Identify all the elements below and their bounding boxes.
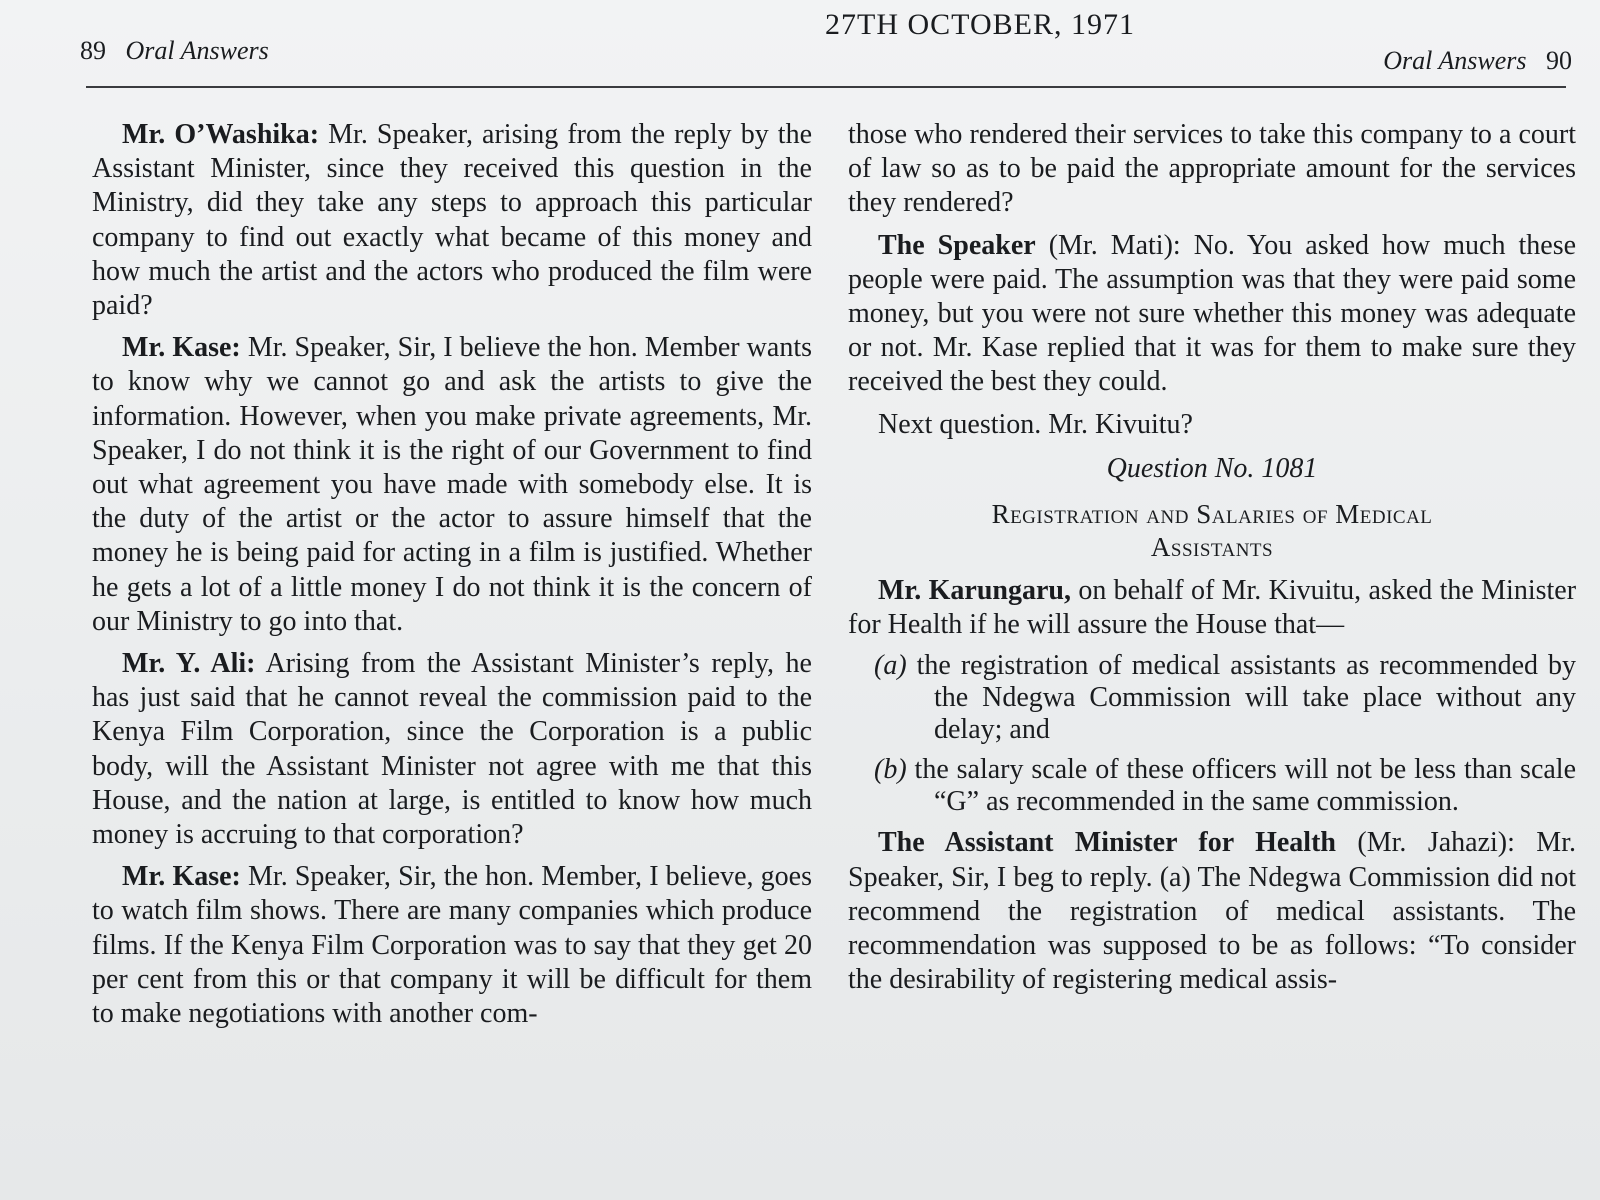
paragraph-text: (Mr. Jahazi): Mr. Speaker, Sir, I beg to reply. (a) The Ndegwa Commission did not recommend the registration of medical assistants. The recommendation was supposed to be as follows: “To consider the desirability of registering medical assis- <box>848 827 1576 996</box>
paragraph-text: Mr. Speaker, arising from the reply by the Assistant Minister, since they received this question in the Ministry, did they take any steps to approach this particular company to find out exactly what became of this money and how much the artist and the actors who produced the film were paid? <box>92 119 812 322</box>
paragraph <box>92 647 812 852</box>
paragraph <box>848 826 1576 997</box>
paragraph <box>848 229 1576 400</box>
question-title-line: Registration and Salaries of Medical <box>991 499 1433 530</box>
right-column <box>848 118 1576 1005</box>
list-item-label: (a) <box>874 650 907 682</box>
paragraph-text: those who rendered their services to take this company to a court of law so as to be paid the appropriate amount for the services they rendered? <box>848 119 1576 219</box>
speaker-name: Mr. Kase: <box>122 861 241 893</box>
left-page-number: 89 <box>80 36 106 65</box>
speaker-name: Mr. Karungaru, <box>878 575 1071 607</box>
left-column <box>92 118 812 1039</box>
paragraph <box>92 331 812 639</box>
speaker-name: Mr. Kase: <box>122 332 241 364</box>
speaker-name: Mr. Y. Ali: <box>122 648 256 680</box>
list-item-text: the registration of medical assistants as recommended by the Ndegwa Commission will take place without any delay; and <box>916 650 1576 746</box>
list-item-label: (b) <box>874 754 907 786</box>
paragraph-text: Mr. Speaker, Sir, the hon. Member, I believe, goes to watch film shows. There are many companies which produce films. If the Kenya Film Corporation was to say that they get 20 per cent from this or that company it will be difficult for them to make negotiations with another com- <box>92 861 812 1030</box>
paragraph-continuation <box>848 118 1576 221</box>
page-date: 27TH OCTOBER, 1971 <box>825 8 1135 41</box>
left-running-title: Oral Answers <box>125 36 269 65</box>
right-page-number: 90 <box>1546 46 1572 75</box>
paragraph-text: Arising from the Assistant Minister’s reply, he has just said that he cannot reveal the commission paid to the Kenya Film Corporation, since the Corporation is a public body, will the Assistant Minister not agree with me that this House, and the nation at large, is entitled to know how much money is accruing to that corporation? <box>92 648 812 851</box>
paragraph <box>92 118 812 323</box>
paragraph-text: Mr. Speaker, Sir, I believe the hon. Member wants to know why we cannot go and ask the artists to give the information. However, when you make private agreements, Mr. Speaker, I do not think it is the right of our Government to find out what agreement you have made with somebody else. It is the duty of the artist or the actor to assure himself that the money he is being paid for acting in a film is justified. Whether he gets a lot of a little money I do not think it is the concern of our Ministry to go into that. <box>92 332 813 637</box>
question-title-line: Assistants <box>1150 532 1274 563</box>
speaker-name: The Speaker <box>878 229 1036 261</box>
paragraph-text: Next question. Mr. Kivuitu? <box>878 408 1193 440</box>
speaker-name: The Assistant Minister for Health <box>878 827 1336 859</box>
right-running-title: Oral Answers <box>1383 46 1527 75</box>
speaker-name: Mr. O’Washika: <box>122 119 320 150</box>
paragraph-text: on behalf of Mr. Kivuitu, asked the Minister for Health if he will assure the House that— <box>848 575 1577 641</box>
header-divider <box>86 86 1566 88</box>
left-page-header <box>80 36 269 66</box>
question-number: Question No. 1081 <box>1106 452 1318 484</box>
list-item <box>848 650 1576 746</box>
paragraph-text: (Mr. Mati): No. You asked how much these people were paid. The assumption was that they were paid some money, but you were not sure whether this money was adequate or not. Mr. Kase replied that it was for them to make sure they received the best they could. <box>848 229 1577 398</box>
paragraph <box>848 574 1576 642</box>
list-item-text: the salary scale of these officers will not be less than scale “G” as recommended in the same commission. <box>914 754 1577 818</box>
right-page-header <box>1383 46 1572 76</box>
question-title <box>848 498 1576 564</box>
list-item <box>848 754 1576 818</box>
paragraph <box>92 860 812 1031</box>
paragraph <box>848 408 1576 442</box>
